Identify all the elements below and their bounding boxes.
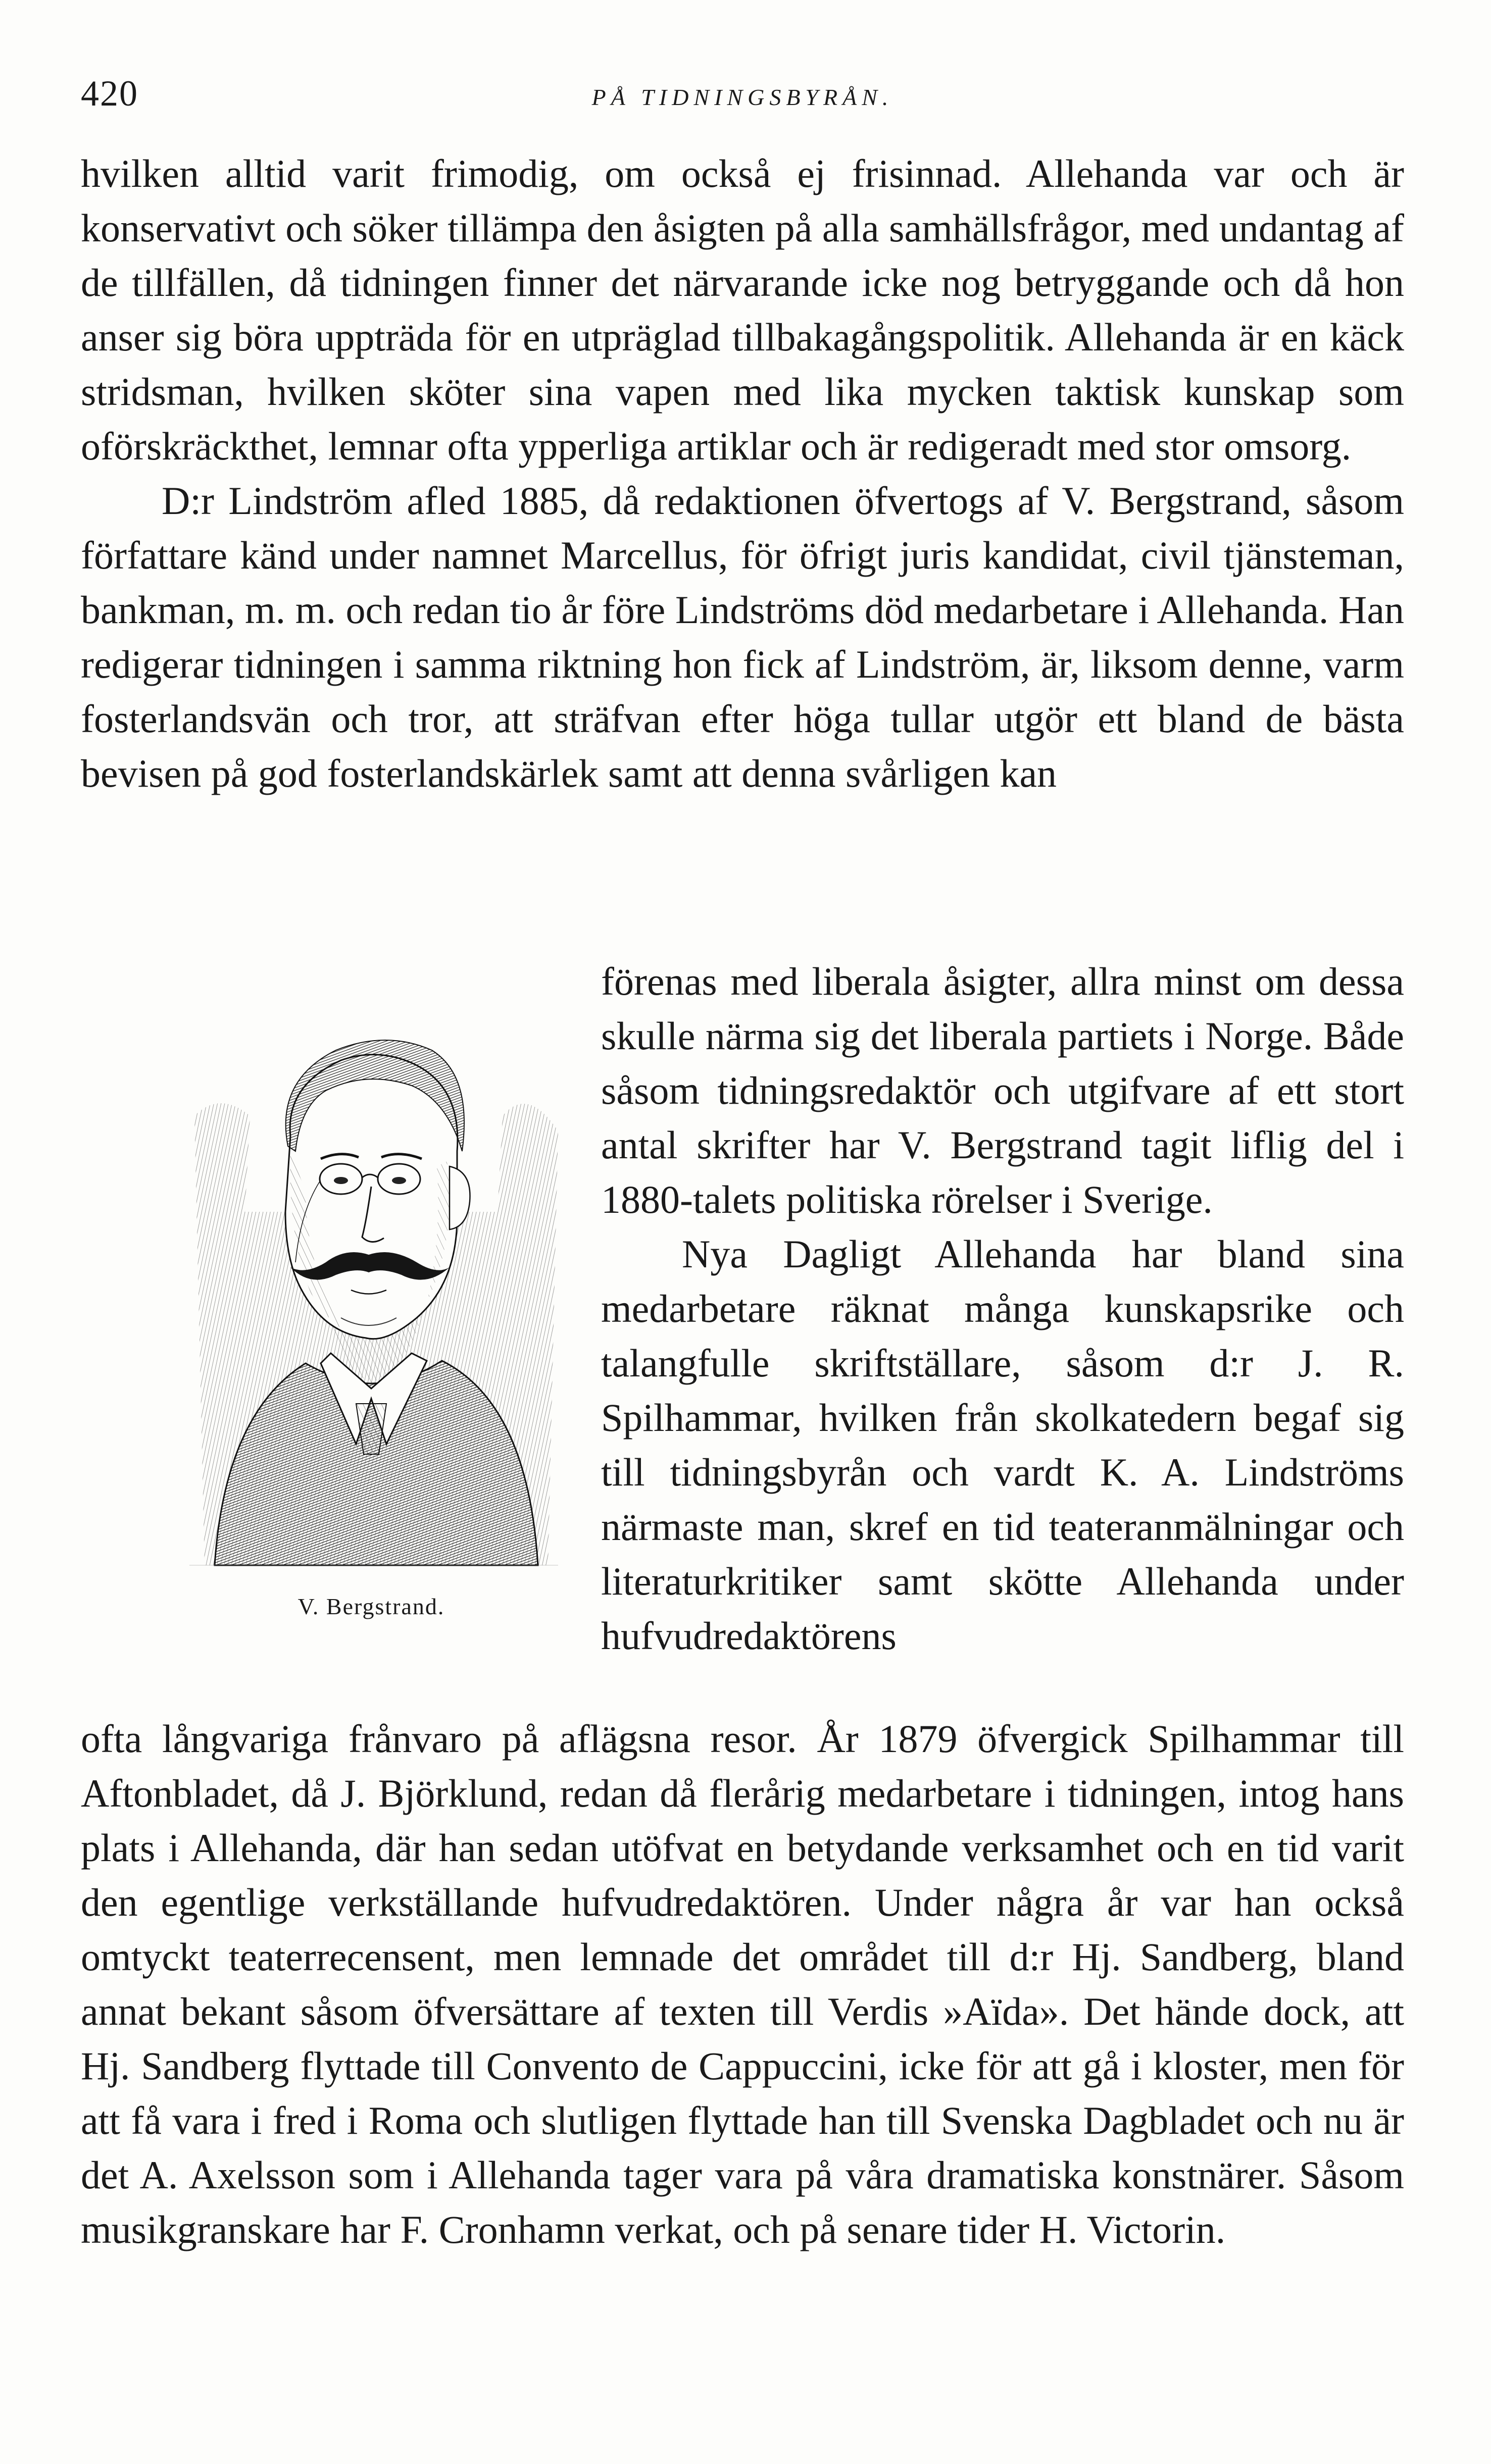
paragraph: ofta långvariga frånvaro på aflägsna resor. År 1879 öfvergick Spilhammar till Aftonbladet, då J. Björklund, redan då flerårig medarbetare i tidningen, intog hans plats i Allehanda, där han sedan utöfvat en betydande verksamhet och en tid varit den egentlige verkställande hufvudredaktören. Under några år var han också omtyckt teaterrecensent, men lemnade det området till d:r Hj. Sandberg, bland annat bekant såsom öfversättare af texten till Verdis »Aïda». Det hände dock, att Hj. Sandberg flyttade till Convento de Cappuccini, icke för att gå i kloster, men för att få vara i fred i Roma och slutligen flyttade han till Svenska Dagbladet och nu är det A. Axelsson som i Allehanda tager vara på våra dramatiska konstnärer. Såsom musikgranskare har F. Cronhamn verkat, och på senare tider H. Victorin. (81, 1717, 1404, 2251)
page-number: 420 (81, 73, 138, 114)
paragraph: hvilken alltid varit frimodig, om också ej frisinnad. Allehanda var och är konservativt och söker tillämpa den åsigten på alla samhällsfrågor, med undantag af de tillfällen, då tidningen finner det närvarande icke nog betryggande och då hon anser sig böra uppträda för en utpräglad tillbakagångspolitik. Allehanda är en käck stridsman, hvilken sköter sina vapen med lika mycken taktisk kunskap som oförskräckthet, lemnar ofta ypperliga artiklar och är redigeradt med stor omsorg. (81, 151, 1404, 468)
page-header (81, 66, 1404, 121)
portrait-engraving (174, 1000, 568, 1575)
running-title: PÅ TIDNINGSBYRÅN. (591, 84, 893, 110)
body-text-bottom (81, 1712, 1404, 2257)
portrait-caption: V. Bergstrand. (297, 1594, 445, 1619)
paragraph: förenas med liberala åsigter, allra minst om dessa skulle närma sig det liberala partiets i Norge. Både såsom tidningsredaktör och utgifvare af ett stort antal skrifter har V. Bergstrand tagit liflig del i 1880-talets politiska rörelser i Sverige. (601, 959, 1404, 1221)
body-text-top (81, 146, 1404, 801)
body-text-right-column (601, 954, 1404, 1663)
paragraph: D:r Lindström afled 1885, då redaktionen öfvertogs af V. Bergstrand, såsom författare känd under namnet Marcellus, för öfrigt juris kandidat, civil tjänsteman, bankman, m. m. och redan tio år före Lindströms död medarbetare i Allehanda. Han redigerar tidningen i samma riktning hon fick af Lindström, är, liksom denne, varm fosterlandsvän och tror, att sträfvan efter höga tullar utgör ett bland de bästa bevisen på god fosterlandskärlek samt att denna svårligen kan (81, 479, 1404, 795)
paragraph: Nya Dagligt Allehanda har bland sina medarbetare räknat många kunskapsrike och talangfulle skriftställare, såsom d:r J. R. Spilhammar, hvilken från skolkatedern begaf sig till tidningsbyrån och vardt K. A. Lindströms närmaste man, skref en tid teateranmälningar och literaturkritiker samt skötte Allehanda under hufvudredaktörens (601, 1232, 1404, 1658)
